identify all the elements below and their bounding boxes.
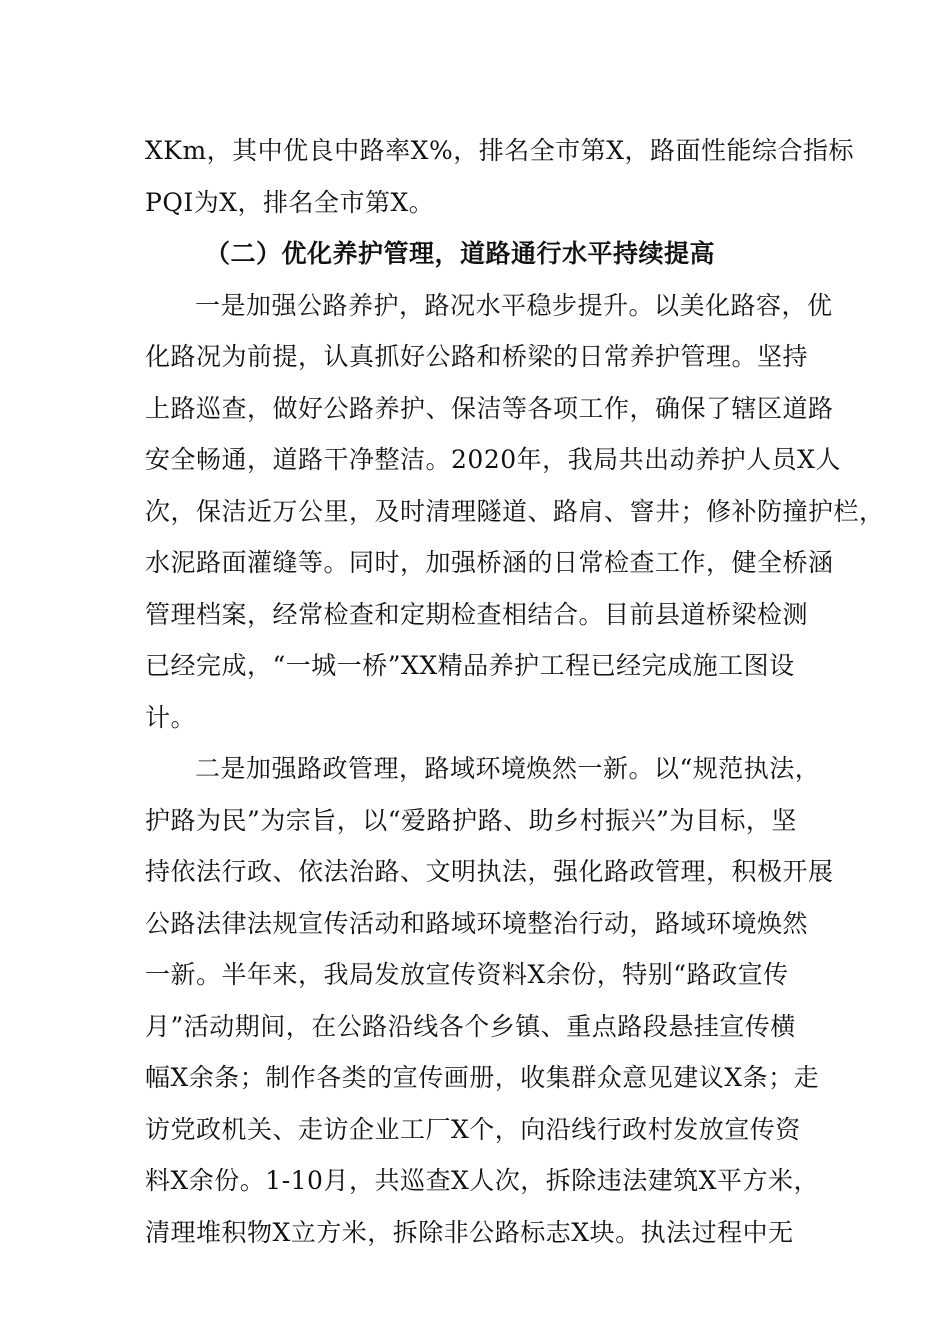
- text-line-15: 持依法行政、依法治路、文明执法，强化路政管理，积极开展: [145, 857, 834, 886]
- text-line-10: 管理档案，经常检查和定期检查相结合。目前县道桥梁检测: [145, 599, 809, 629]
- text-line-21: 料X余份。1-10月，共巡查X人次，拆除违法建筑X平方米，: [145, 1166, 820, 1195]
- text-line-22: 清理堆积物X立方米，拆除非公路标志X块。执法过程中无: [145, 1217, 794, 1247]
- text-line-8: 次，保洁近万公里，及时清理隧道、路肩、窨井；修补防撞护栏，: [145, 496, 885, 526]
- text-line-14: 护路为民”为宗旨，以“爱路护路、助乡村振兴”为目标，坚: [145, 805, 797, 835]
- text-line-7: 安全畅通，道路干净整洁。2020年，我局共出动养护人员X人: [145, 445, 841, 474]
- text-line-19: 幅X余条；制作各类的宣传画册，收集群众意见建议X条；走: [145, 1063, 820, 1092]
- text-line-18: 月”活动期间，在公路沿线各个乡镇、重点路段悬挂宣传横: [145, 1011, 796, 1041]
- text-line-4: 一是加强公路养护，路况水平稳步提升。以美化路容，优: [195, 290, 833, 320]
- text-line-13: 二是加强路政管理，路域环境焕然一新。以“规范执法，: [195, 754, 821, 783]
- text-line-11: 已经完成，“一城一桥”XX精品养护工程已经完成施工图设: [145, 651, 795, 680]
- document-body: [145, 125, 885, 1258]
- text-line-16: 公路法律法规宣传活动和路域环境整治行动，路域环境焕然: [145, 908, 809, 938]
- text-line-17: 一新。半年来，我局发放宣传资料X余份，特别“路政宣传: [145, 960, 789, 989]
- text-line-12: 计。: [145, 702, 197, 732]
- text-line-2: PQI为X，排名全市第X。: [145, 187, 435, 217]
- text-line-6: 上路巡查，做好公路养护、保洁等各项工作，确保了辖区道路: [145, 393, 834, 423]
- section-heading: （二）优化养护管理，道路通行水平持续提高: [205, 239, 716, 268]
- text-line-9: 水泥路面灌缝等。同时，加强桥涵的日常检查工作，健全桥涵: [145, 548, 834, 577]
- text-line-5: 化路况为前提，认真抓好公路和桥梁的日常养护管理。坚持: [145, 342, 809, 371]
- text-line-1: XKm，其中优良中路率X%，排名全市第X，路面性能综合指标: [145, 136, 855, 165]
- text-line-20: 访党政机关、走访企业工厂X个，向沿线行政村发放宣传资: [145, 1114, 801, 1144]
